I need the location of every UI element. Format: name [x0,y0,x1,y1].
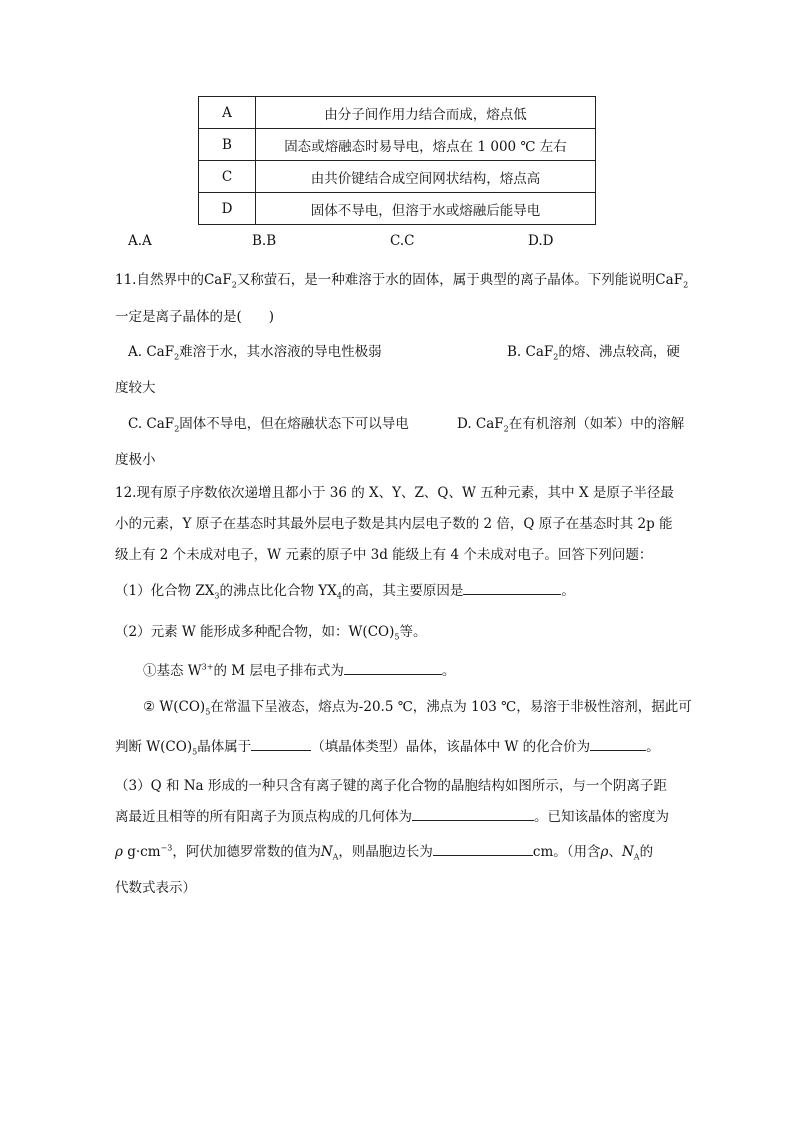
q12-part2-ii-line1 [143,695,692,715]
subscript: A [332,852,339,862]
q10-choice-c[interactable]: C.C [390,233,415,249]
option-text: 的熔、沸点较高，硬 [558,344,680,360]
rho-symbol: ρ [115,844,123,860]
option-text: 固体不导电，但在熔融状态下可以导电 [179,416,409,432]
q12-text: 。 [561,583,575,599]
table-cell-key: B [199,129,256,161]
subscript: 2 [174,424,180,434]
table-cell-key: A [199,97,256,129]
superscript: −3 [160,843,173,853]
q12-text: cm。（用含 [532,844,601,860]
option-text: 在有机溶剂（如苯）中的溶解 [508,416,685,432]
q12-text: 的沸点比化合物 YX [219,583,337,599]
q12-part3-line2 [115,805,669,825]
option-text: 难溶于水，其水溶液的导电性极弱 [179,344,382,360]
answer-blank[interactable] [433,843,533,856]
q12-part1 [115,579,575,599]
q12-text: 判断 W(CO) [115,739,193,755]
q12-stem-line2: 小的元素，Y 原子在基态时其最外层电子数是其内层电子数的 2 倍，Q 原子在基态时其 2p 能 [115,516,673,532]
q11-option-d-cont: 度极小 [115,452,156,468]
table-cell-key: D [199,193,256,225]
q12-text: 等。 [399,624,427,640]
q11-stem-line2: 一定是离子晶体的是( ) [115,309,275,325]
q12-part3-line3 [115,840,653,860]
subscript: 2 [503,424,509,434]
subscript: 2 [553,352,559,362]
table-cell-desc: 固体不导电，但溶于水或熔融后能导电 [256,193,596,225]
q12-text: 在常温下呈液态，熔点为-20.5 ℃，沸点为 103 ℃，易溶于非极性溶剂，据此可 [210,699,692,715]
answer-blank[interactable] [344,662,442,675]
answer-blank[interactable] [590,738,646,751]
subscript: 4 [336,591,342,601]
table-cell-desc: 由分子间作用力结合而成，熔点低 [256,97,596,129]
table-cell-desc: 固态或熔融态时易导电，熔点在 1 000 ℃ 左右 [256,129,596,161]
q12-text: （填晶体类型）晶体，该晶体中 W 的化合价为 [311,739,591,755]
option-text: B. CaF [507,344,554,360]
subscript: 2 [231,280,237,290]
superscript: 3+ [201,662,214,672]
q12-stem-line3: 级上有 2 个未成对电子，W 元素的原子中 3d 能级上有 4 个未成对电子。回答下列问题： [115,547,653,563]
q10-choice-a[interactable]: A.A [128,233,152,249]
q10-choice-d[interactable]: D.D [528,233,554,249]
q11-option-a[interactable] [128,340,382,360]
option-text: A. CaF [128,344,175,360]
q12-text: 。 [441,663,456,679]
q12-text: 、 [608,844,622,860]
avogadro-symbol: N [320,844,333,860]
q11-stem-text: 又称萤石，是一种难溶于水的固体，属于典型的离子晶体。下列能说明CaF [236,272,684,288]
subscript: 3 [214,591,220,601]
q11-option-c[interactable] [128,412,409,432]
q12-text: ② W(CO) [143,699,206,715]
rho-symbol: ρ [600,844,609,860]
q12-text: ，则晶胞边长为 [338,844,433,860]
q12-text: 。已知该晶体的密度为 [534,809,669,825]
q12-part2-i [143,659,455,679]
subscript: 2 [174,352,180,362]
q12-text: （2）元素 W 能形成多种配合物，如：W(CO) [115,624,395,640]
q12-text: 的 M 层电子排布式为 [213,663,344,679]
answer-blank[interactable] [251,738,311,751]
q11-option-b[interactable] [507,340,680,360]
q12-part2 [115,620,426,640]
option-text: D. CaF [457,416,504,432]
subscript: 5 [192,747,198,757]
subscript: 5 [205,707,211,717]
q10-options-table [198,96,596,225]
table-cell-desc: 由共价键结合成空间网状结构，熔点高 [256,161,596,193]
option-text: C. CaF [128,416,175,432]
q12-text: ，阿伏加德罗常数的值为 [172,844,321,860]
subscript: A [633,852,640,862]
table-row [199,161,596,193]
q12-part3-line1: （3）Q 和 Na 形成的一种只含有离子键的离子化合物的晶胞结构如图所示，与一个阴离子距 [115,778,667,794]
q12-text: 。 [646,739,660,755]
q12-text: 离最近且相等的所有阳离子为顶点构成的几何体为 [115,809,412,825]
table-row [199,129,596,161]
q12-text: 的 [639,844,654,860]
q11-stem-text: 11.自然界中的CaF [115,272,232,288]
table-row [199,97,596,129]
table-row [199,193,596,225]
q12-text: 的高，其主要原因是 [341,583,464,599]
q10-choice-b[interactable]: B.B [252,233,277,249]
q11-option-b-cont: 度较大 [115,380,156,396]
q12-text: 晶体属于 [197,739,252,755]
q12-text: ①基态 W [143,663,202,679]
q12-stem-line1: 12.现有原子序数依次递增且都小于 36 的 X、Y、Z、Q、W 五种元素，其中 X 是原子半径最 [115,485,674,501]
subscript: 2 [683,280,689,290]
q12-part3-line4: 代数式表示） [115,880,196,896]
q12-text: g·cm [122,844,161,860]
subscript: 5 [394,632,400,642]
q11-stem-line1 [115,268,688,288]
avogadro-symbol: N [621,844,634,860]
table-cell-key: C [199,161,256,193]
q12-part2-ii-line2 [115,735,660,755]
answer-blank[interactable] [412,808,534,821]
q11-option-d[interactable] [457,412,684,432]
answer-blank[interactable] [463,582,561,595]
q12-text: （1）化合物 ZX [115,583,215,599]
